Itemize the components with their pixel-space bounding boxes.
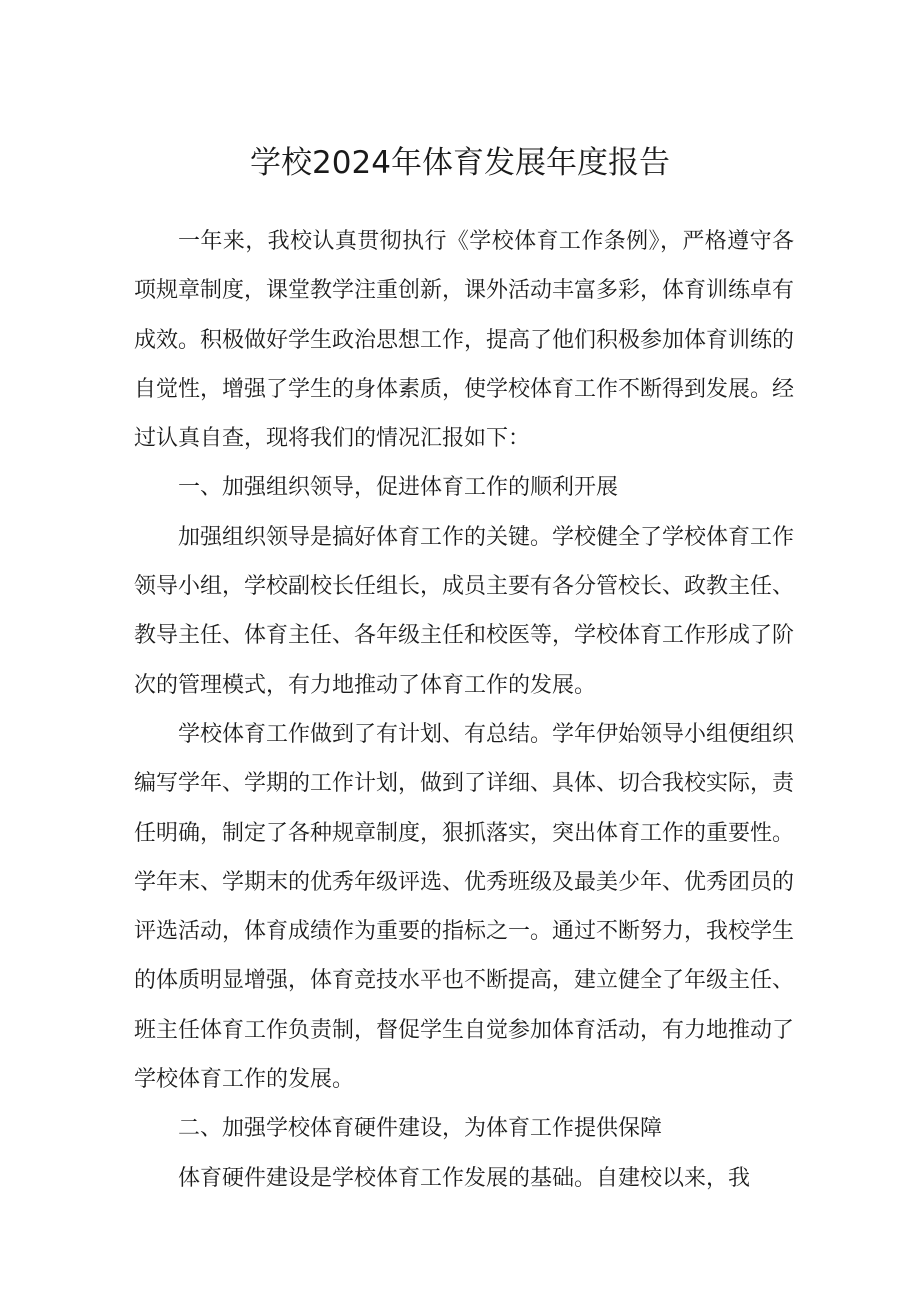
section-heading-1: 一、加强组织领导，促进体育工作的顺利开展 — [178, 475, 619, 501]
document-title: 学校2024年体育发展年度报告 — [250, 145, 670, 181]
paragraph-intro: 一年来，我校认真贯彻执行《学校体育工作条例》，严格遵守各项规章制度，课堂教学注重创新，课外活动丰富多彩，体育训练卓有成效。积极做好学生政治思想工作，提高了他们积极参加体育训练的自觉性，增强了学生的身体素质，使学校体育工作不断得到发展。经过认真自查，现将我们的情况汇报如下： — [134, 229, 795, 452]
section-heading-2: 二、加强学校体育硬件建设，为体育工作提供保障 — [178, 1116, 663, 1142]
paragraph-organization: 加强组织领导是搞好体育工作的关键。学校健全了学校体育工作领导小组，学校副校长任组长，成员主要有各分管校长、政教主任、教导主任、体育主任、各年级主任和校医等，学校体育工作形成了阶次的管理模式，有力地推动了体育工作的发展。 — [134, 524, 795, 698]
paragraph-planning: 学校体育工作做到了有计划、有总结。学年伊始领导小组便组织编写学年、学期的工作计划，做到了详细、具体、切合我校实际，责任明确，制定了各种规章制度，狠抓落实，突出体育工作的重要性。学年末、学期末的优秀年级评选、优秀班级及最美少年、优秀团员的评选活动，体育成绩作为重要的指标之一。通过不断努力，我校学生的体质明显增强，体育竞技水平也不断提高，建立健全了年级主任、班主任体育工作负责制，督促学生自觉参加体育活动，有力地推动了学校体育工作的发展。 — [134, 721, 795, 1093]
paragraph-hardware: 体育硬件建设是学校体育工作发展的基础。自建校以来，我 — [178, 1165, 751, 1191]
document-body — [134, 217, 794, 1203]
